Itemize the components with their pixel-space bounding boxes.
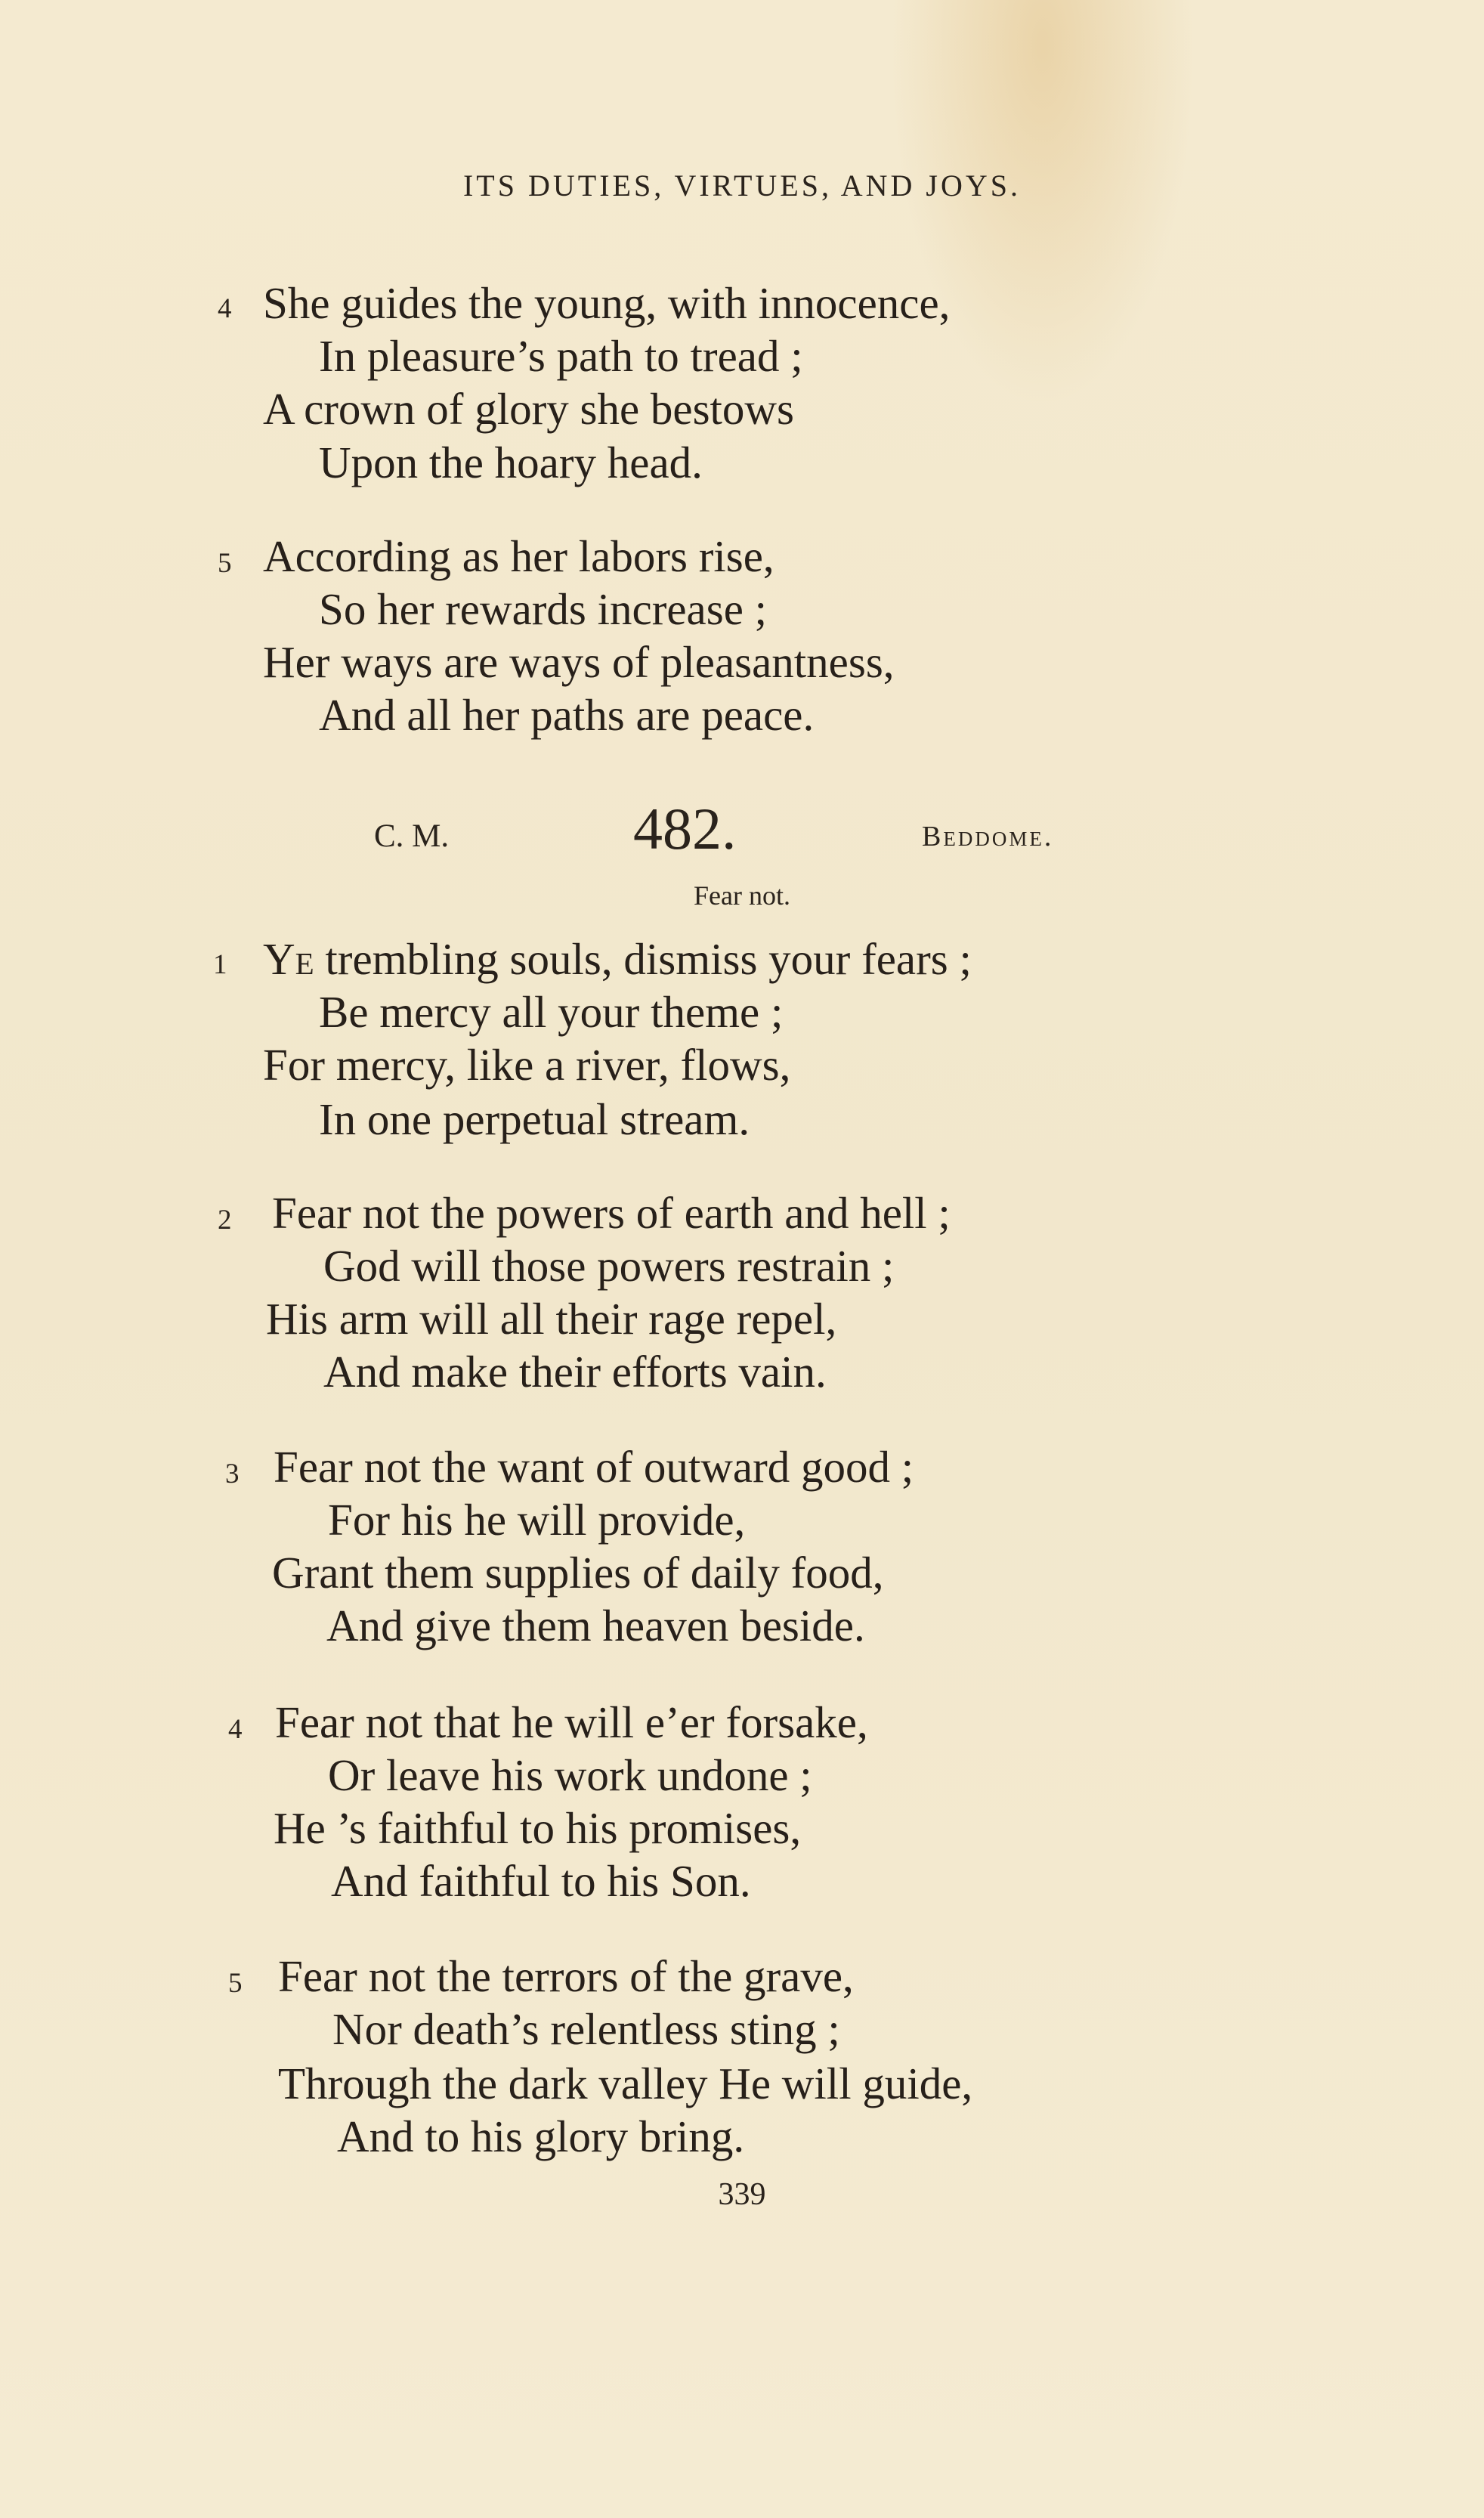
verse-line: Fear not the want of outward good ; bbox=[274, 1442, 914, 1492]
verse-line: And to his glory bring. bbox=[337, 2111, 745, 2161]
verse-line: So her rewards increase ; bbox=[319, 584, 768, 634]
verse-line-rest: trembling souls, dismiss your fears ; bbox=[325, 934, 972, 984]
verse-line: Fear not that he will e’er forsake, bbox=[275, 1697, 868, 1747]
stanza-number: 1 bbox=[213, 949, 227, 980]
verse-line: Through the dark valley He will guide, bbox=[278, 2059, 973, 2108]
stanza-number: 5 bbox=[228, 1968, 243, 1999]
verse-line: For mercy, like a river, flows, bbox=[263, 1040, 791, 1090]
verse-line: Or leave his work undone ; bbox=[328, 1750, 812, 1800]
verse-line: And faithful to his Son. bbox=[331, 1856, 751, 1906]
verse-line: In one perpetual stream. bbox=[319, 1094, 750, 1144]
verse-line: A crown of glory she bestows bbox=[263, 384, 794, 434]
verse-line: And all her paths are peace. bbox=[319, 690, 815, 740]
hymn-number: 482. bbox=[633, 796, 737, 862]
verse-line: In pleasure’s path to tread ; bbox=[319, 331, 803, 381]
verse-line: Grant them supplies of daily food, bbox=[272, 1548, 884, 1598]
stanza-number: 5 bbox=[218, 548, 232, 579]
hymn-subtitle: Fear not. bbox=[694, 880, 790, 911]
stanza-number: 4 bbox=[218, 293, 232, 324]
verse-line: And make their efforts vain. bbox=[323, 1347, 827, 1397]
first-word-cap: Ye bbox=[263, 934, 314, 984]
verse-line: Be mercy all your theme ; bbox=[319, 987, 784, 1037]
verse-line: He ’s faithful to his promises, bbox=[274, 1803, 802, 1853]
verse-line: Upon the hoary head. bbox=[319, 438, 703, 487]
verse-line: According as her labors rise, bbox=[263, 531, 774, 581]
stanza-number: 4 bbox=[228, 1714, 243, 1745]
verse-line: Her ways are ways of pleasantness, bbox=[263, 637, 895, 687]
hymn-author: Beddome. bbox=[922, 821, 1054, 852]
stanza-number: 3 bbox=[225, 1459, 240, 1489]
verse-line: Fear not the terrors of the grave, bbox=[278, 1951, 854, 2001]
verse-line: For his he will provide, bbox=[328, 1495, 746, 1545]
hymn-meter: C. M. bbox=[374, 818, 450, 854]
running-head: ITS DUTIES, VIRTUES, AND JOYS. bbox=[462, 169, 1021, 203]
verse-line: Nor death’s relentless sting ; bbox=[332, 2004, 840, 2054]
verse-line: His arm will all their rage repel, bbox=[266, 1294, 837, 1344]
verse-line-first bbox=[263, 934, 972, 984]
verse-line: God will those powers restrain ; bbox=[323, 1241, 895, 1291]
page-number: 339 bbox=[718, 2177, 766, 2212]
stanza-number: 2 bbox=[218, 1205, 232, 1236]
verse-line: Fear not the powers of earth and hell ; bbox=[272, 1188, 951, 1238]
verse-line: And give them heaven beside. bbox=[326, 1601, 865, 1650]
verse-line: She guides the young, with innocence, bbox=[263, 278, 951, 328]
